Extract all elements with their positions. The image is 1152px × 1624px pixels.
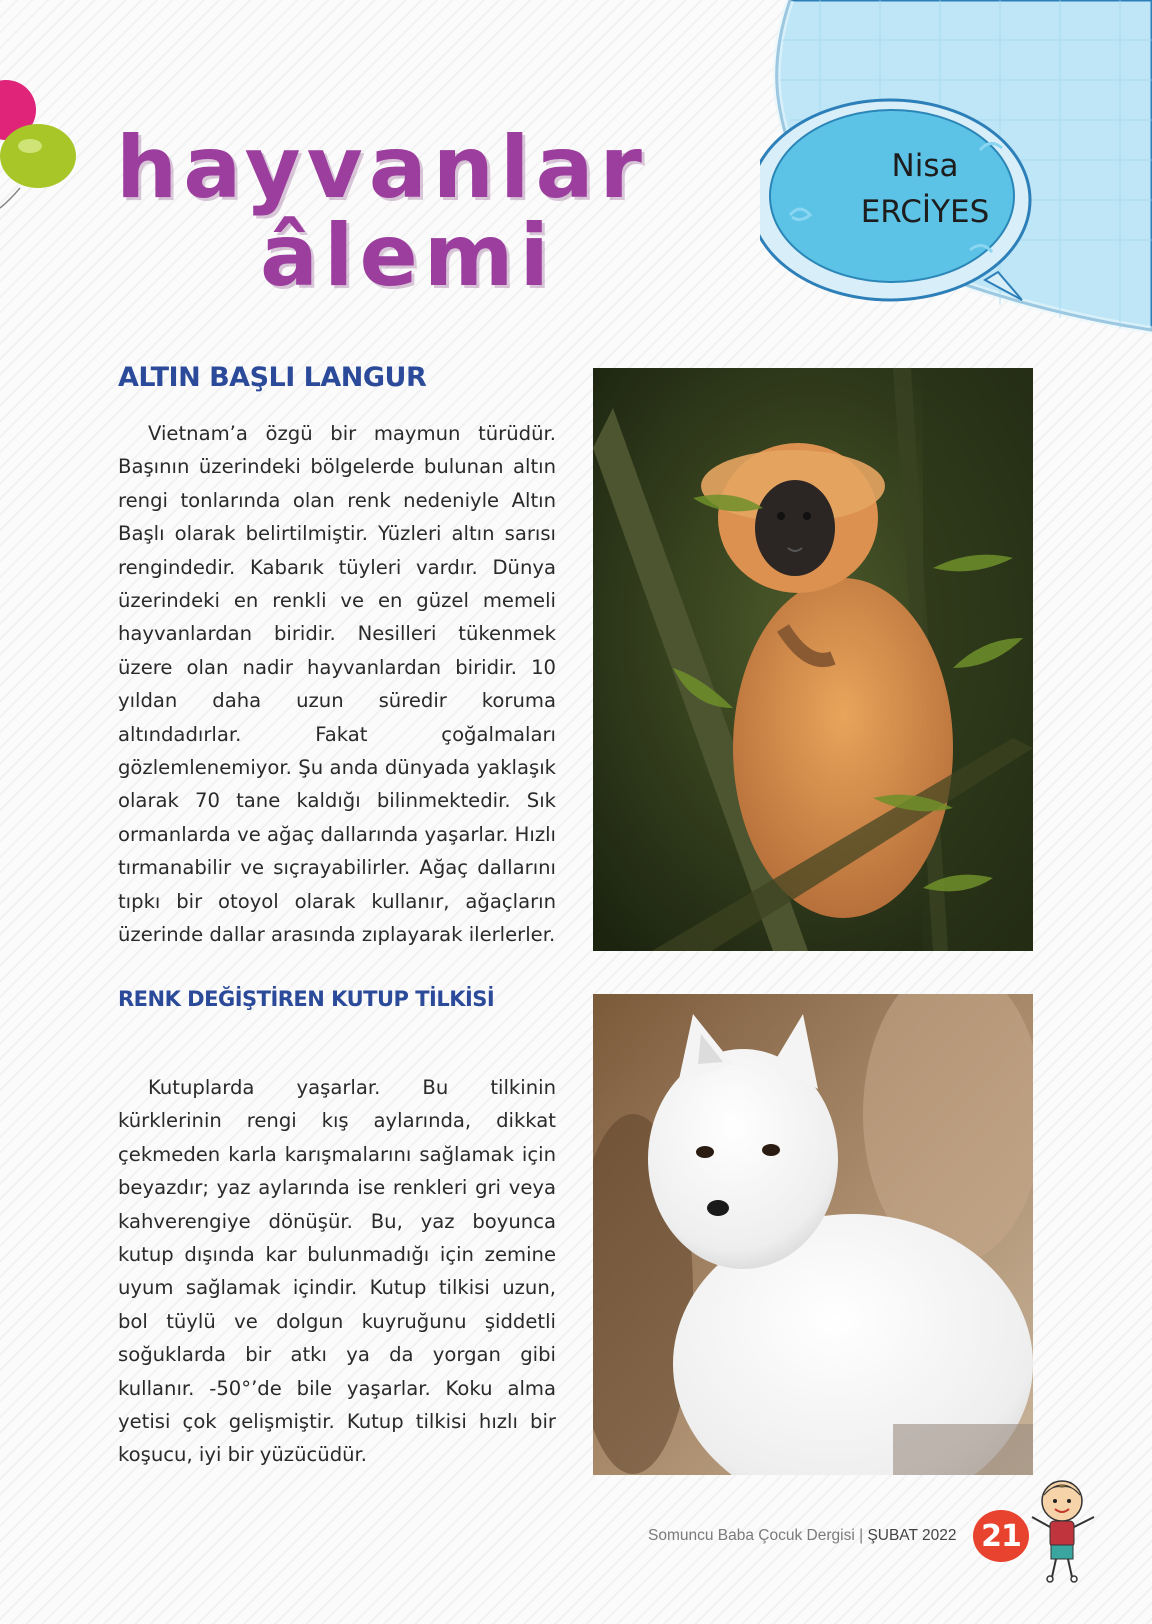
- arctic-fox-photo: [593, 994, 1033, 1475]
- article-heading-arctic-fox: RENK DEĞİŞTİREN KUTUP TİLKİSİ: [118, 987, 495, 1011]
- cartoon-kid-illustration: [1022, 1475, 1102, 1585]
- page-number-badge: [973, 1510, 1029, 1562]
- title-line-2: âlemi: [260, 206, 555, 306]
- balloons-decoration: [0, 80, 90, 220]
- page-number: 21: [981, 1518, 1021, 1554]
- title-line-1: hayvanlar: [116, 118, 648, 218]
- page-title: [110, 118, 750, 318]
- article-body-arctic-fox: Kutuplarda yaşarlar. Bu tilkinin kürklerinin rengi kış aylarında, dikkat çekmeden karla karışmalarını sağlamak için beyazdır; yaz aylarında ise renkleri gri veya kahverengiye dönüşür. Bu, yaz boyunca kutup dışında kar bulunmadığı için zemine uyum sağlamak içindir. Kutup tilkisi uzun, bol tüylü ve dolgun kuyruğunu şiddetli soğuklarda bir atkı ya da yorgan gibi kullanır. -50°’de bile yaşarlar. Koku alma yetisi çok gelişmiştir. Kutup tilkisi hızlı bir koşucu, iyi bir yüzücüdür.: [118, 1076, 556, 1467]
- footer-separator: |: [859, 1527, 864, 1544]
- article-heading-langur: ALTIN BAŞLI LANGUR: [118, 362, 427, 393]
- author-last-name: ERCİYES: [860, 194, 990, 230]
- issue-date: ŞUBAT 2022: [867, 1527, 957, 1544]
- golden-langur-photo: [593, 368, 1033, 951]
- footer-magazine-info: [648, 1527, 956, 1545]
- author-first-name: Nisa: [891, 148, 959, 184]
- article-body-langur: Vietnam’a özgü bir maymun türüdür. Başının üzerindeki bölgelerde bulunan altın rengi tonlarında olan renk nedeniyle Altın Başlı olarak belirtilmiştir. Yüzleri altın sarısı rengindedir. Kabarık tüyleri vardır. Dünya üzerindeki en renkli ve en güzel memeli hayvanlardan biridir. Nesilleri tükenmek üzere olan nadir hayvanlardan biridir. 10 yıldan daha uzun süredir koruma altındadırlar. Fakat çoğalmaları gözlemlenemiyor. Şu anda dünyada yaklaşık olarak 70 tane kaldığı bilinmektedir. Sık ormanlarda ve ağaç dallarında yaşarlar. Hızlı tırmanabilir ve sıçrayabilirler. Ağaç dallarını tıpkı bir otoyol olarak kullanır, ağaçların üzerinde dallar arasında zıplayarak ilerlerler.: [118, 422, 556, 947]
- magazine-name: Somuncu Baba Çocuk Dergisi: [648, 1527, 855, 1544]
- author-name: [800, 143, 1050, 235]
